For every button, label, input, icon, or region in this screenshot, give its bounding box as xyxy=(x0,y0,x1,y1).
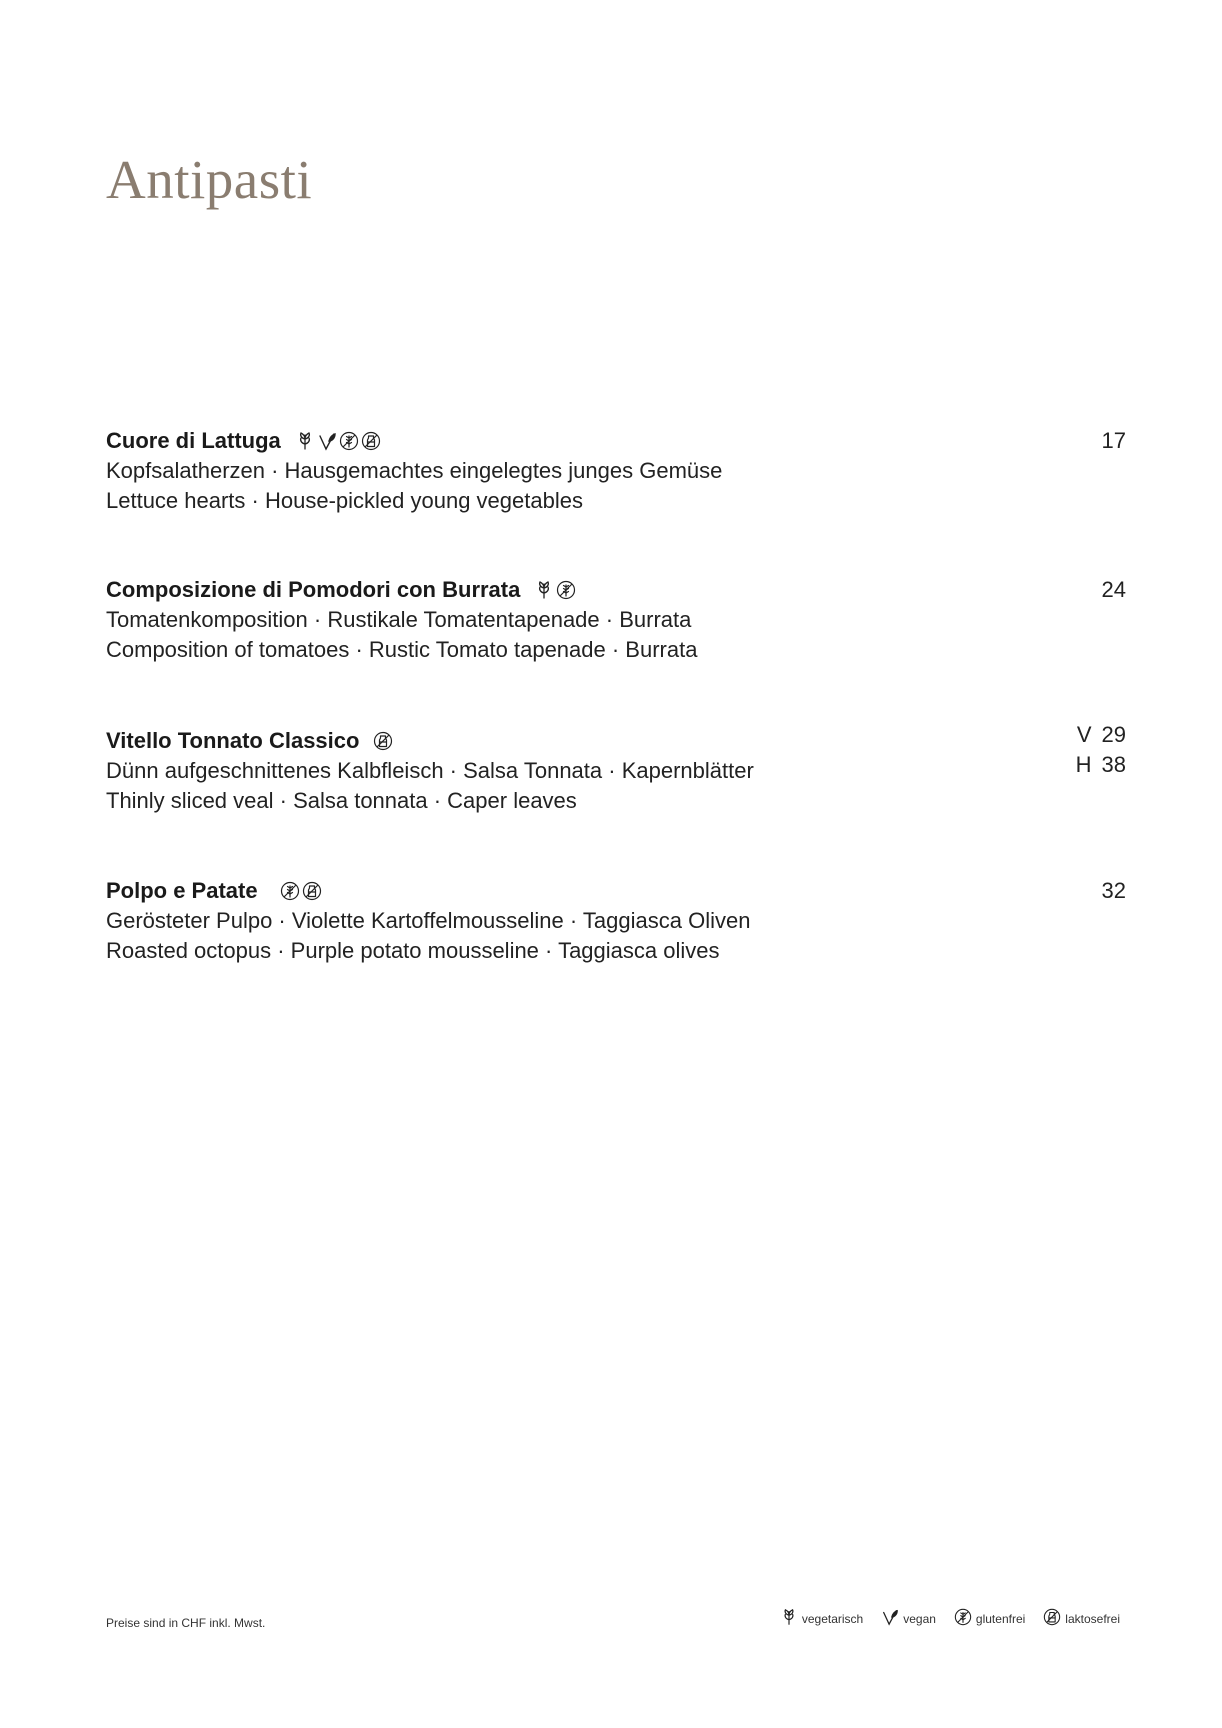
legend-item-gluten-free xyxy=(954,1608,1025,1626)
diet-icons xyxy=(280,881,322,901)
price xyxy=(1076,720,1126,780)
description-de: Kopfsalatherzen · Hausgemachtes eingelegtes junges Gemüse xyxy=(106,458,723,483)
menu-item xyxy=(106,575,1126,665)
description-de: Gerösteter Pulpo · Violette Kartoffelmousseline · Taggiasca Oliven xyxy=(106,908,751,933)
price-value: 17 xyxy=(1101,428,1126,453)
gluten-free-icon xyxy=(954,1608,972,1626)
description-en: Composition of tomatoes · Rustic Tomato tapenade · Burrata xyxy=(106,637,698,662)
price-note: Preise sind in CHF inkl. Mwst. xyxy=(106,1616,266,1630)
description-de: Dünn aufgeschnittenes Kalbfleisch · Salsa Tonnata · Kapernblätter xyxy=(106,758,754,783)
description-en: Roasted octopus · Purple potato mousseline · Taggiasca olives xyxy=(106,938,720,963)
diet-legend xyxy=(780,1608,1120,1626)
legend-item-vegan xyxy=(881,1608,936,1626)
price-value: 29 xyxy=(1101,722,1126,747)
diet-icons xyxy=(373,731,393,751)
dish-name: Composizione di Pomodori con Burrata xyxy=(106,577,521,602)
price xyxy=(1102,575,1126,605)
lactose-free-icon xyxy=(302,881,322,901)
page-title: Antipasti xyxy=(106,149,313,210)
menu-item xyxy=(106,722,1126,816)
price xyxy=(1102,876,1126,906)
vegan-icon xyxy=(317,431,337,451)
lactose-free-icon xyxy=(1043,1608,1061,1626)
diet-icons xyxy=(295,431,381,451)
gluten-free-icon xyxy=(556,580,576,600)
legend-item-lactose-free xyxy=(1043,1608,1120,1626)
price xyxy=(1102,426,1126,456)
description-de: Tomatenkomposition · Rustikale Tomatentapenade · Burrata xyxy=(106,607,692,632)
menu-item xyxy=(106,426,1126,516)
description-en: Lettuce hearts · House-pickled young vegetables xyxy=(106,488,583,513)
legend-label: vegetarisch xyxy=(801,1612,864,1626)
dish-name: Vitello Tonnato Classico xyxy=(106,728,360,753)
diet-icons xyxy=(534,580,576,600)
vegetarian-icon xyxy=(534,580,554,600)
legend-label: glutenfrei xyxy=(975,1612,1026,1626)
price-size: H xyxy=(1075,752,1092,777)
vegetarian-icon xyxy=(295,431,315,451)
dish-name: Cuore di Lattuga xyxy=(106,428,281,453)
price-value: 24 xyxy=(1101,577,1126,602)
lactose-free-icon xyxy=(361,431,381,451)
lactose-free-icon xyxy=(373,731,393,751)
gluten-free-icon xyxy=(280,881,300,901)
vegan-icon xyxy=(881,1608,899,1626)
legend-label: vegan xyxy=(903,1612,936,1626)
gluten-free-icon xyxy=(339,431,359,451)
menu-item xyxy=(106,876,1126,966)
description-en: Thinly sliced veal · Salsa tonnata · Caper leaves xyxy=(106,788,577,813)
price-value: 32 xyxy=(1101,878,1126,903)
legend-label: laktosefrei xyxy=(1065,1612,1120,1626)
vegetarian-icon xyxy=(780,1608,798,1626)
price-size: V xyxy=(1076,722,1092,747)
legend-item-vegetarian xyxy=(780,1608,863,1626)
dish-name: Polpo e Patate xyxy=(106,878,258,903)
price-value: 38 xyxy=(1101,752,1126,777)
